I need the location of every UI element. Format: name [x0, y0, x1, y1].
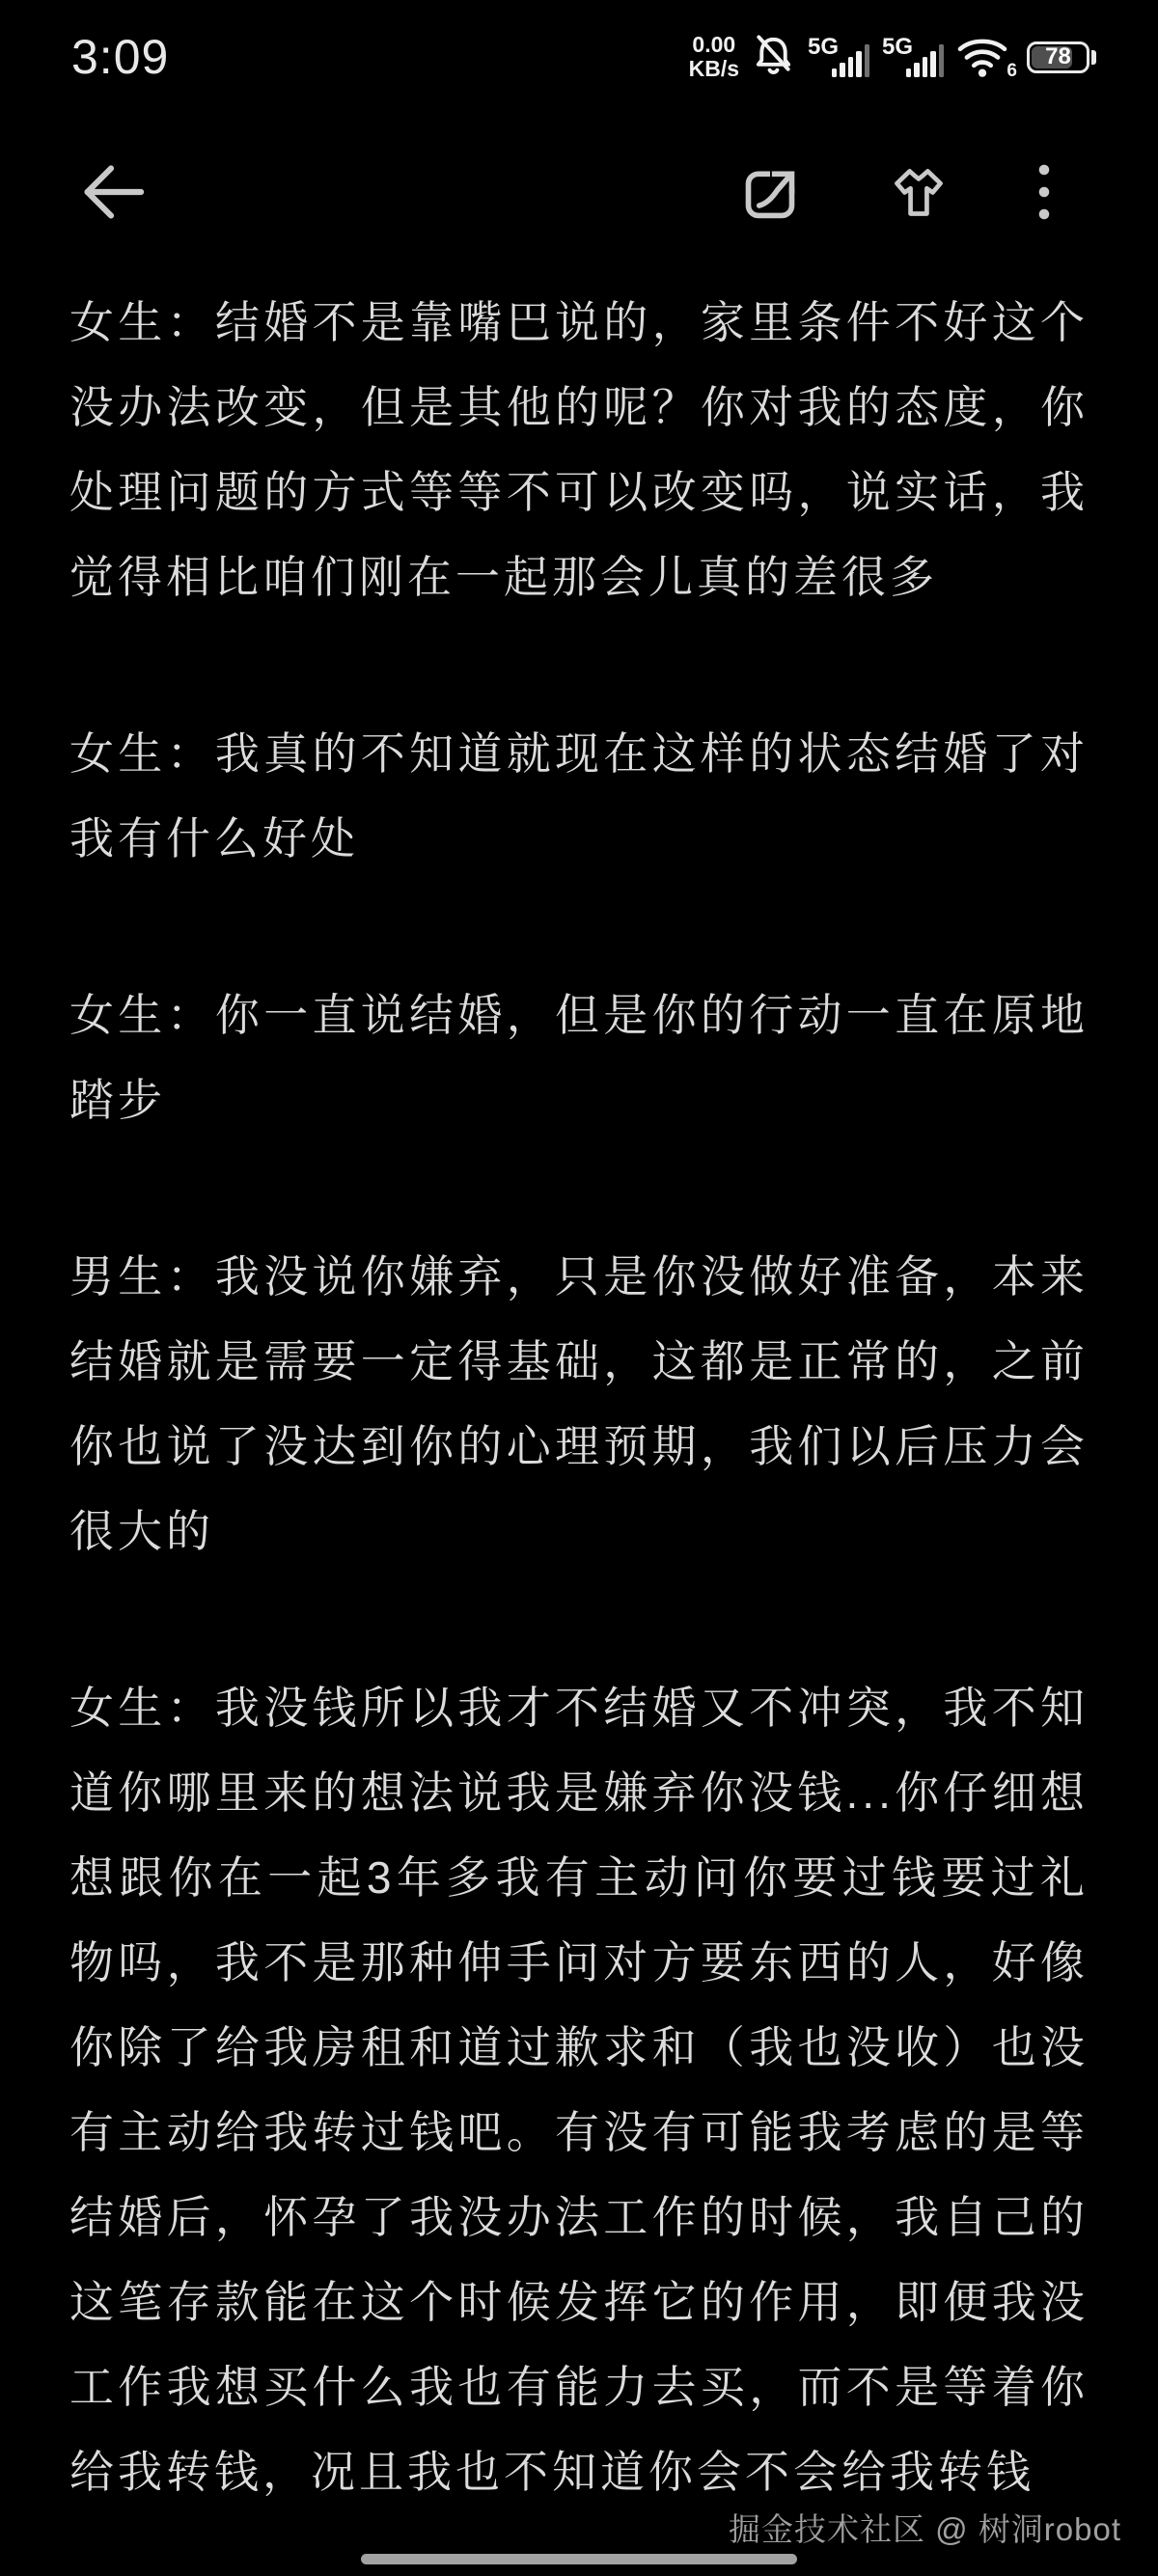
dialog-paragraph: 女生：我没钱所以我才不结婚又不冲突，我不知道你哪里来的想法说我是嫌弃你没钱...你仔细想想跟你在一起3年多我有主动问你要过钱要过礼物吗，我不是那种伸手问对方要东西的人，好像你除了给我房租和道过歉求和（我也没收）也没有主动给我转过钱吧。有没有可能我考虑的是等结婚后，怀孕了我没办法工作的时候，我自己的这笔存款能在这个时候发挥它的作用，即便我没工作我想买什么我也有能力去买，而不是等着你给我转钱，况且我也不知道你会不会给我转钱 — [69, 1683, 1089, 2497]
sim2-network-label: 5G — [882, 34, 914, 60]
status-bar — [0, 0, 1158, 108]
battery-indicator — [1027, 41, 1096, 73]
status-icons — [689, 33, 1096, 81]
mute-bell-icon — [752, 33, 795, 81]
dialog-paragraph: 女生：结婚不是靠嘴巴说的，家里条件不好这个没办法改变，但是其他的呢？你对我的态度，你处理问题的方式等等不可以改变吗，说实话，我觉得相比咱们刚在一起那会儿真的差很多 — [69, 297, 1089, 602]
network-speed-value: 0.00 — [692, 32, 736, 57]
sim2-signal-bars — [906, 44, 945, 77]
battery-percent: 78 — [1045, 43, 1071, 69]
sim1-signal-icon — [808, 34, 869, 80]
wifi-icon — [956, 34, 1017, 81]
dialog-paragraph: 女生：我真的不知道就现在这样的状态结婚了对我有什么好处 — [69, 728, 1089, 863]
shirt-icon — [890, 163, 948, 224]
dialog-paragraph: 女生：你一直说结婚，但是你的行动一直在原地踏步 — [69, 990, 1089, 1125]
share-external-icon — [741, 163, 799, 224]
sim1-signal-bars — [832, 44, 870, 77]
network-speed-indicator — [689, 33, 739, 81]
battery-cap — [1091, 50, 1096, 65]
wifi-generation-label: 6 — [1006, 61, 1017, 81]
home-indicator[interactable] — [361, 2554, 797, 2564]
chat-transcript — [69, 280, 1089, 2576]
more-menu-button[interactable] — [1038, 164, 1050, 223]
dialog-paragraph: 男生：我没说你嫌弃，只是你没做好准备，本来结婚就是需要一定得基础，这都是正常的，之前你也说了没达到你的心理预期，我们以后压力会很大的 — [69, 1251, 1089, 1556]
kebab-menu-icon — [1038, 164, 1050, 223]
sim2-signal-icon — [882, 34, 944, 80]
back-button[interactable] — [75, 160, 149, 227]
toolbar — [0, 135, 1158, 251]
reader-theme-button[interactable] — [890, 163, 948, 224]
back-arrow-icon — [75, 160, 149, 227]
sim1-network-label: 5G — [808, 34, 840, 60]
toolbar-actions — [741, 163, 1050, 224]
share-button[interactable] — [741, 163, 799, 224]
network-speed-unit: KB/s — [688, 56, 739, 81]
watermark: 掘金技术社区 @ 树洞robot — [728, 2511, 1121, 2547]
clock: 3:09 — [71, 30, 170, 84]
battery-body — [1027, 41, 1089, 73]
